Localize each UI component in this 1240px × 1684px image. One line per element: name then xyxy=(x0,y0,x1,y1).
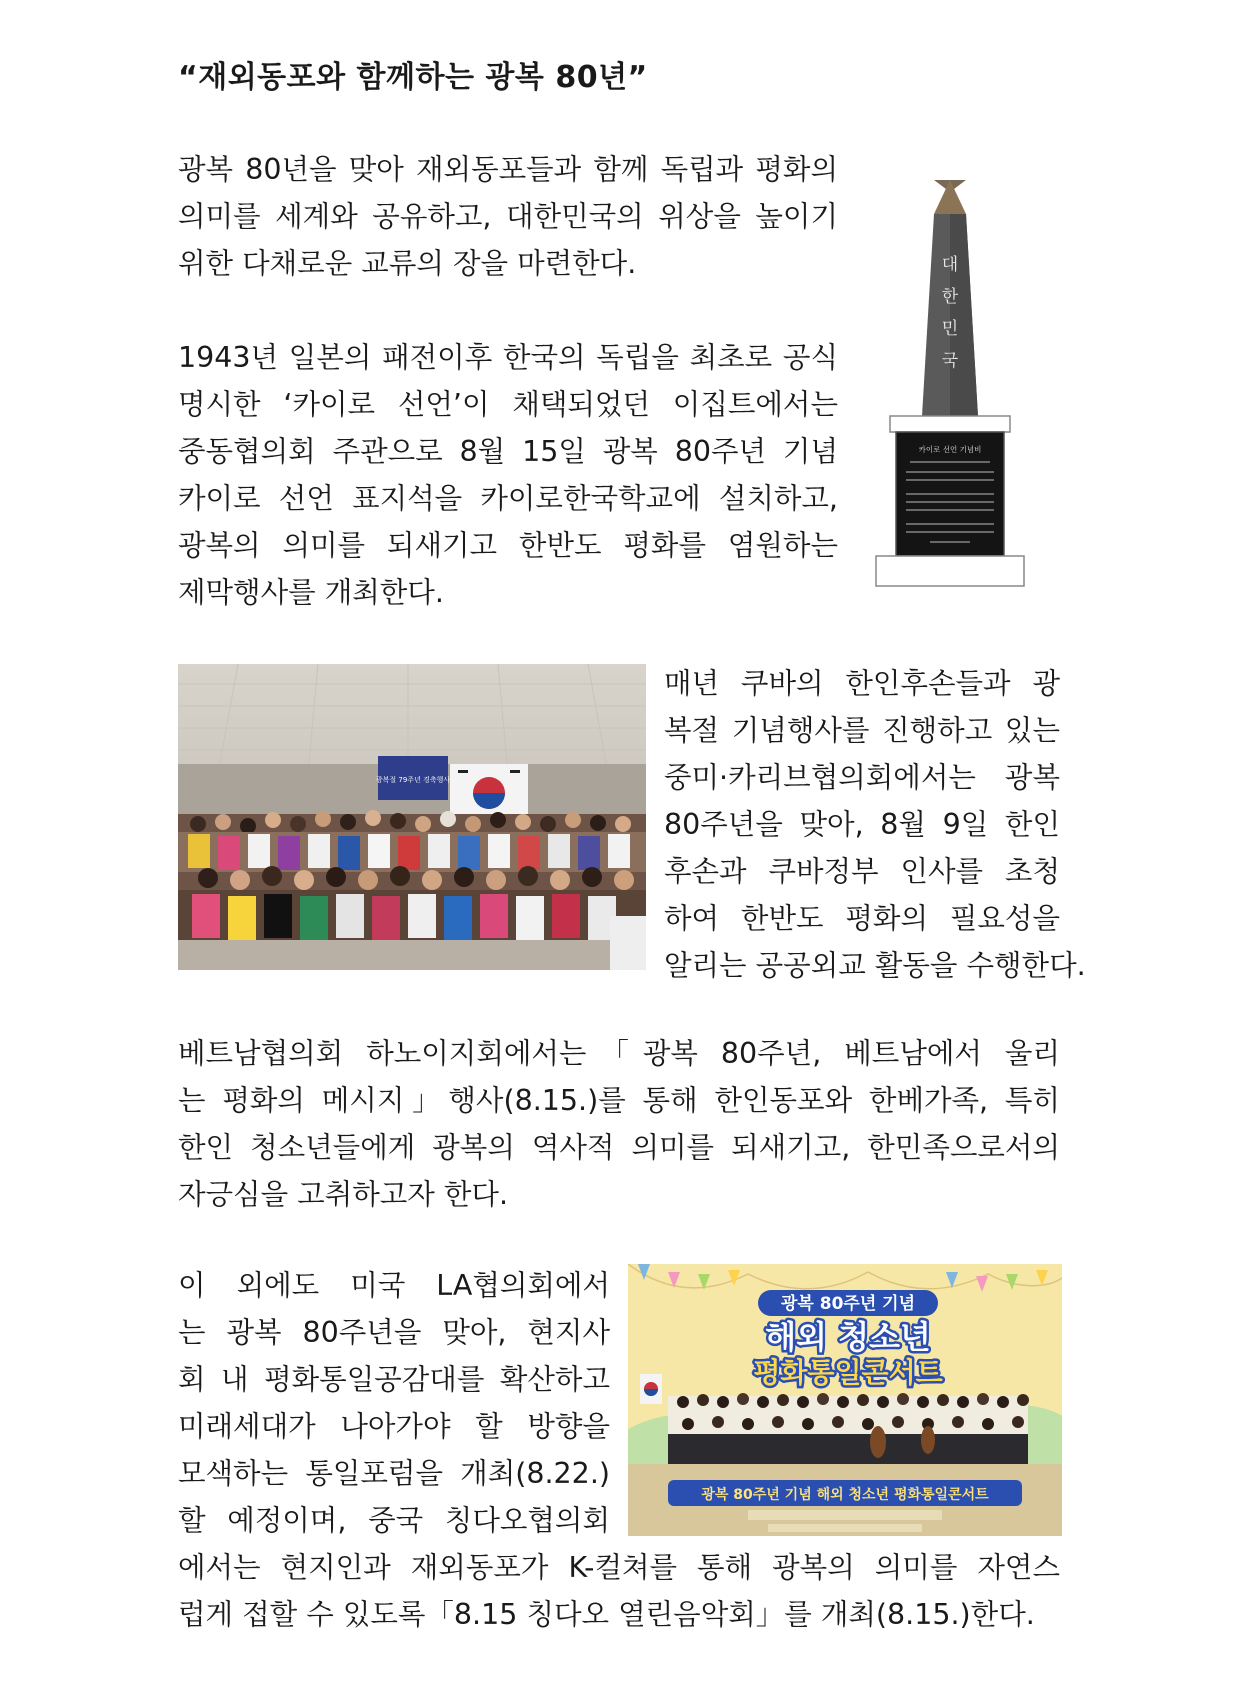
text-line: 모색하는 통일포럼을 개최(8.22.) xyxy=(178,1457,610,1490)
text-line: 하여 한반도 평화의 필요성을 xyxy=(664,902,1060,935)
cuba-paragraph xyxy=(664,660,1086,989)
text-line: 명시한 ‘카이로 선언’이 채택되었던 이집트에서는 xyxy=(178,388,838,421)
text-line: 는 평화의 메시지」행사(8.15.)를 통해 한인동포와 한베가족, 특히 xyxy=(178,1084,1060,1117)
text-line: 카이로 선언 표지석을 카이로한국학교에 설치하고, xyxy=(178,482,838,515)
text-line: 베트남협의회 하노이지회에서는「광복 80주년, 베트남에서 울리 xyxy=(178,1037,1060,1070)
text-line: 럽게 접할 수 있도록「8.15 칭다오 열린음악회」를 개최(8.15.)한다. xyxy=(178,1598,1035,1631)
text-line: 80주년을 맞아, 8월 9일 한인 xyxy=(664,808,1060,841)
text-line: 한인 청소년들에게 광복의 역사적 의미를 되새기고, 한민족으로서의 xyxy=(178,1131,1060,1164)
text-line: 미래세대가 나아가야 할 방향을 xyxy=(178,1410,610,1443)
text-line: 자긍심을 고취하고자 한다. xyxy=(178,1178,509,1211)
text-line: 이 외에도 미국 LA협의회에서 xyxy=(178,1269,610,1302)
poster-line3: 평화통일콘서트 xyxy=(753,1356,943,1389)
text-line: 광복의 의미를 되새기고 한반도 평화를 염원하는 xyxy=(178,529,838,562)
page-title: “재외동포와 함께하는 광복 80년” xyxy=(178,60,648,95)
vietnam-paragraph xyxy=(178,1030,1060,1218)
poster-line2: 해외 청소년 xyxy=(765,1318,931,1356)
text-line: 복절 기념행사를 진행하고 있는 xyxy=(664,714,1060,747)
text-line: 매년 쿠바의 한인후손들과 광 xyxy=(664,667,1060,700)
text-line: 중미·카리브협의회에서는 광복 xyxy=(664,761,1060,794)
text-line: 는 광복 80주년을 맞아, 현지사 xyxy=(178,1316,610,1349)
cuba-event-photo xyxy=(178,664,646,970)
inscription-char: 민 xyxy=(941,319,959,339)
text-line: 할 예정이며, 중국 칭다오협의회 xyxy=(178,1504,610,1537)
text-line: 회 내 평화통일공감대를 확산하고 xyxy=(178,1363,610,1396)
cairo-declaration-monument-image xyxy=(870,180,1030,592)
intro-paragraph xyxy=(178,146,838,287)
text-line: 에서는 현지인과 재외동포가 K-컬쳐를 통해 광복의 의미를 자연스 xyxy=(178,1551,1060,1584)
text-line: 후손과 쿠바정부 인사를 초청 xyxy=(664,855,1060,888)
text-line: 알리는 공공외교 활동을 수행한다. xyxy=(664,949,1086,982)
text-line: 중동협의회 주관으로 8월 15일 광복 80주년 기념 xyxy=(178,435,838,468)
inscription-char: 한 xyxy=(941,287,959,307)
youth-concert-photo xyxy=(628,1264,1062,1536)
inscription-char: 대 xyxy=(941,255,959,275)
concert-banner: 광복 80주년 기념 해외 청소년 평화통일콘서트 xyxy=(701,1487,989,1503)
poster-line1: 광복 80주년 기념 xyxy=(780,1294,916,1314)
text-line: 의미를 세계와 공유하고, 대한민국의 위상을 높이기 xyxy=(178,200,838,233)
text-line: 1943년 일본의 패전이후 한국의 독립을 최초로 공식 xyxy=(178,341,838,374)
la-paragraph xyxy=(178,1262,610,1544)
text-line: 제막행사를 개최한다. xyxy=(178,576,444,609)
text-line: 광복 80년을 맞아 재외동포들과 함께 독립과 평화의 xyxy=(178,153,838,186)
inscription-char: 국 xyxy=(941,351,959,371)
event-banner-text: 광복절 79주년 경축행사 xyxy=(375,776,451,784)
plaque-heading: 카이로 선언 기념비 xyxy=(918,445,982,454)
qingdao-paragraph xyxy=(178,1544,1060,1638)
egypt-paragraph xyxy=(178,334,838,616)
text-line: 위한 다채로운 교류의 장을 마련한다. xyxy=(178,247,637,280)
